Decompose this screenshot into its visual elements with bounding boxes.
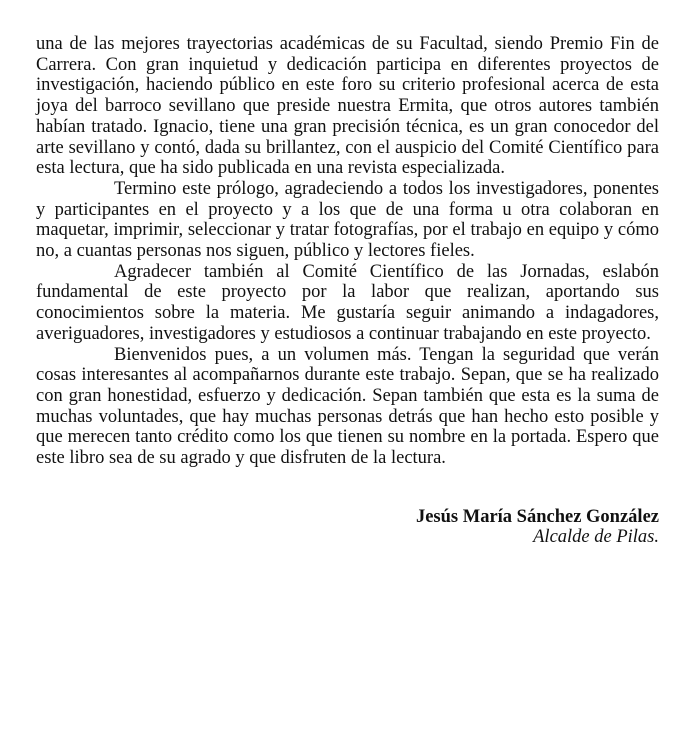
paragraph-1: una de las mejores trayectorias académicas de su Facultad, siendo Premio Fin de Carrera. Con gran inquietud y dedicación participa en diferentes proyectos de investigación, haciendo público en este foro su criterio profesional acerca de esta joya del barroco sevillano que preside nuestra Ermita, que otros autores también habían tratado. Ignacio, tiene una gran precisión técnica, es un gran conocedor del arte sevillano y contó, dada su brillantez, con el auspicio del Comité Científico para esta lectura, que ha sido publicada en una revista especializada. [36, 34, 659, 179]
document-page [36, 34, 659, 548]
paragraph-3: Agradecer también al Comité Científico de las Jornadas, eslabón fundamental de este proyecto por la labor que realizan, aportando sus conocimientos sobre la materia. Me gustaría seguir animando a indagadores, averiguadores, investigadores y estudiosos a continuar trabajando en este proyecto. [36, 261, 659, 344]
signature-name: Jesús María Sánchez González [415, 506, 659, 527]
paragraph-4: Bienvenidos pues, a un volumen más. Tengan la seguridad que verán cosas interesantes al acompañarnos durante este trabajo. Sepan, que se ha realizado con gran honestidad, esfuerzo y dedicación. Sepan también que esta es la suma de muchas voluntades, que hay muchas personas detrás que han hecho esto posible y que merecen tanto crédito como los que tienen su nombre en la portada. Espero que este libro sea de su agrado y que disfruten de la lectura. [36, 344, 659, 469]
paragraph-2: Termino este prólogo, agradeciendo a todos los investigadores, ponentes y participantes en el proyecto y a los que de una forma u otra colaboran en maquetar, imprimir, seleccionar y tratar fotografías, por el trabajo en equipo y cómo no, a cuantas personas nos siguen, público y lectores fieles. [36, 178, 659, 262]
signature-role: Alcalde de Pilas. [533, 527, 659, 548]
signature-block [36, 507, 659, 548]
